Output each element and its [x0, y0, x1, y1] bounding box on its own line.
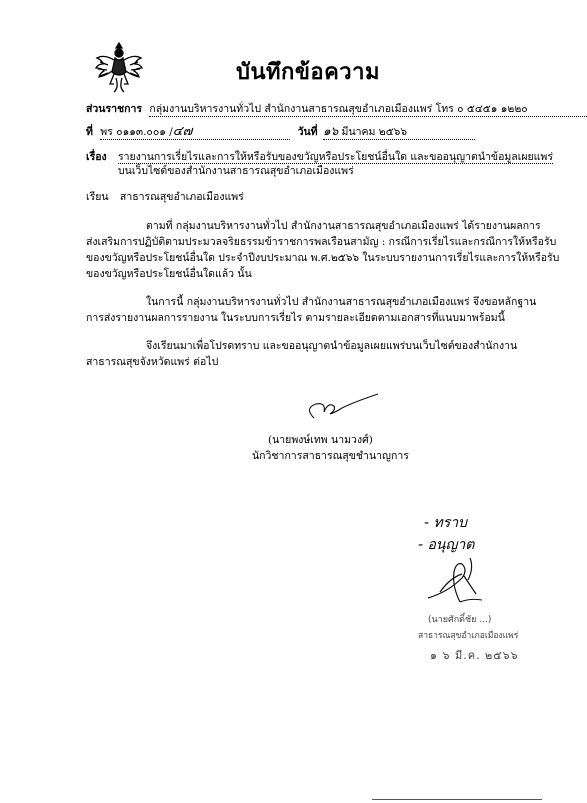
paragraph-1-line-3: ของขวัญหรือประโยชน์อื่นใด ประจำปีงบประมาณ พ.ศ.๒๕๖๖ ในระบบรายงานการเรี่ยไรและการให้หรือรับ — [86, 252, 560, 264]
paragraph-1-line-4: ของขวัญหรือประโยชน์อื่นใดแล้ว นั้น — [86, 268, 252, 280]
addressee-row — [86, 190, 244, 204]
paragraph-3-line-2: สาธารณสุขจังหวัดแพร่ ต่อไป — [86, 356, 219, 368]
subject-line-2: บนเว็บไซต์ของสำนักงานสาธารณสุขอำเภอเมืองแพร่ — [118, 165, 354, 177]
subject-label: เรื่อง — [86, 151, 107, 163]
approver-signature — [420, 552, 490, 608]
reference-handwritten: ๔๗ — [172, 124, 193, 139]
reference-number: พร ๐๑๑๓.๐๐๑ / — [100, 126, 173, 138]
paragraph-1-line-2: ส่งเสริมการปฏิบัติตามประมวลจริยธรรมข้าราชการพลเรือนสามัญ : กรณีการเรี่ยไรและกรณีการให้หรือรับ — [86, 236, 557, 248]
agency-label: ส่วนราชการ — [86, 103, 143, 115]
signatory-position: นักวิชาการสาธารณสุขชำนาญการ — [252, 450, 409, 462]
approver-position: สาธารณสุขอำเภอเมืองแพร่ — [418, 631, 519, 641]
paragraph-1-line-1: ตามที่ กลุ่มงานบริหารงานทั่วไป สำนักงานสาธารณสุขอำเภอเมืองแพร่ ได้รายงานผลการ — [146, 220, 541, 232]
addressee-value: สาธารณสุขอำเภอเมืองแพร่ — [119, 191, 244, 203]
subject-row — [86, 150, 553, 164]
date-day: ๑๖ — [322, 124, 339, 138]
subject-line-1: รายงานการเรี่ยไรและการให้หรือรับของขวัญหรือประโยชน์อื่นใด และขออนุญาตนำข้อมูลเผยแพร่ — [118, 151, 553, 163]
footer-divider — [372, 799, 542, 800]
agency-value: กลุ่มงานบริหารงานทั่วไป สำนักงานสาธารณสุขอำเภอเมืองแพร่ โทร ๐ ๕๔๕๑ ๑๒๒๐ — [149, 102, 587, 117]
paragraph-2-line-2: การส่งรายงานผลการรายงาน ในระบบการเรี่ยไร ตามรายละเอียดตามเอกสารที่แนบมาพร้อมนี้ — [86, 312, 505, 324]
date-label: วันที่ — [297, 126, 318, 138]
approver-name: (นายศักดิ์ชัย ...) — [428, 615, 492, 625]
paragraph-2-line-1: ในการนี้ กลุ่มงานบริหารงานทั่วไป สำนักงานสาธารณสุขอำเภอเมืองแพร่ จึงขอหลักฐาน — [146, 296, 537, 308]
approval-note-acknowledged: - ทราบ — [424, 515, 467, 531]
signatory-signature — [300, 390, 390, 426]
reference-value — [100, 125, 290, 140]
approval-date-stamp: ๑ ๖ มี.ค. ๒๕๖๖ — [430, 649, 519, 662]
signatory-name: (นายพงษ์เทพ นามวงศ์) — [268, 434, 373, 446]
reference-row — [86, 124, 475, 140]
paragraph-3-line-1: จึงเรียนมาเพื่อโปรดทราบ และขออนุญาตนำข้อมูลเผยแพร่บนเว็บไซต์ของสำนักงาน — [146, 340, 518, 352]
date-month-year: มีนาคม ๒๕๖๖ — [341, 126, 408, 138]
agency-row — [86, 102, 587, 117]
addressee-label: เรียน — [86, 191, 109, 203]
memo-title: บันทึกข้อความ — [236, 59, 381, 85]
garuda-emblem-icon — [94, 40, 144, 94]
approval-note-permitted: - อนุญาต — [418, 537, 475, 553]
date-value — [323, 124, 475, 140]
reference-label: ที่ — [86, 126, 93, 138]
